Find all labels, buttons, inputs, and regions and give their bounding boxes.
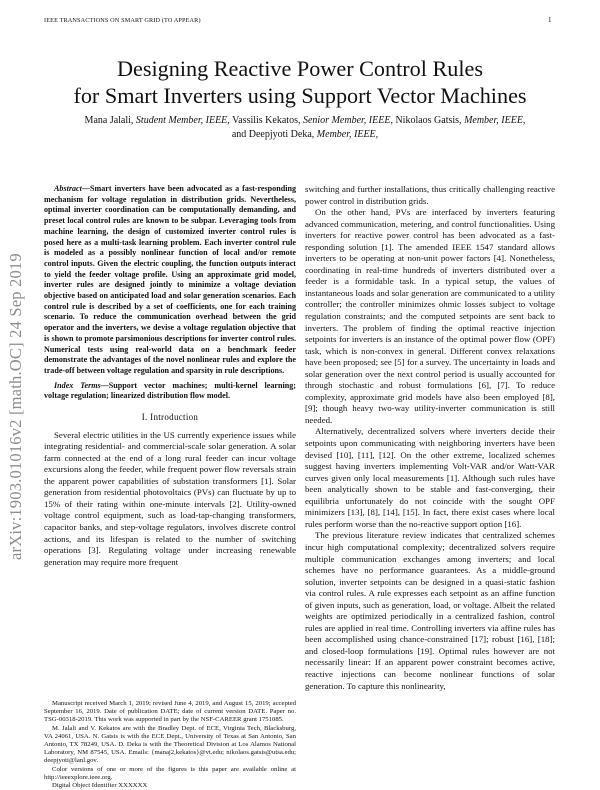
paper-title <box>0 56 600 109</box>
section-heading: I. Introduction <box>141 412 199 423</box>
title-line-1: Designing Reactive Power Control Rules <box>116 56 484 81</box>
body-paragraph: On the other hand, PVs are interfaced by inverters featuring advanced communication, metering, and control functionalities. Using inverters for reactive power control has been advocated as a fast-responding solution [1]. The amended IEEE 1547 standard allows inverters to be operating at non-unit power factors [4]. Nonetheless, coordinating in real-time hundreds of inverters distributed over a feeder is a formidable task. In a typical setup, the values of instantaneous loads and solar generation are communicated to a utility controller; the controller minimizes ohmic losses subject to voltage regulation constraints; and the computed setpoints are sent back to inverters. The problem of finding the optimal reactive injection setpoints for inverters is an instance of the optimal power flow (OPF) task, which is non-convex in general. Different convex relaxations have been proposed; see [5] for a survey. The uncertainty in loads and solar generation over the next control period is usually accounted for through stochastic and robust formulations [6], [7]. To reduce complexity, approximate grid models have also been employed [8], [9]; though heavy two-way utility-inverter communication is still needed. <box>305 207 555 425</box>
abstract-text: —Smart inverters have been advocated as a fast-responding mechanism for voltage regulation in distribution grids. Nevertheless, optimal inverter coordination can be computationally demanding, and preset local control rules are known to be subpar. Leveraging tools from machine learning, the design of customized inverter control rules is posed here as a multi-task learning problem. Each inverter control rule is modeled as a possibly nonlinear function of local and/or remote control inputs. Given the electric coupling, the function outputs interact to yield the feeder voltage profile. Using an approximate grid model, inverter rules are designed jointly to minimize a voltage deviation objective based on anticipated load and solar generation scenarios. Each control rule is described by a set of coefficients, one for each training scenario. To reduce the communication overhead between the grid operator and the inverters, we devise a voltage regulation objective that is shown to promote parsimonious descriptions for inverter control rules. Numerical tests using real-world data on a benchmark feeder demonstrate the advantages of the novel nonlinear rules and explore the trade-off between voltage regulation and sparsity in rule descriptions. <box>44 184 296 375</box>
footnote-doi: Digital Object Identifier XXXXXX <box>52 782 148 790</box>
author-membership: Member, IEEE, <box>316 128 379 140</box>
abstract <box>44 184 296 377</box>
author-name: Vassilis Kekatos, <box>232 115 301 126</box>
title-line-2: for Smart Inverters using Support Vector Machines <box>73 82 527 108</box>
page-number: 1 <box>548 16 552 24</box>
body-paragraph: The previous literature review indicates that centralized schemes incur high computational complexity; decentralized solvers require multiple communication exchanges among inverters; and local schemes have no performance guarantees. As a middle-ground solution, inverter setpoints can be designed in a quasi-static fashion via control rules. A rule expresses each setpoint as an affine function of given inputs, such as generation, load, or voltage. Albeit the related weights are optimized periodically in a centralized fashion, control rules are applied in real time. Controlling inverters via affine rules has been accomplished using chance-constrained [17]; robust [16], [18]; and closed-loop formulations [19]. Optimal rules however are not necessarily linear: If an apparent power constraint becomes active, reactive injections can become nonlinear functions of solar generation. To capture this nonlinearity, <box>305 530 555 691</box>
body-paragraph: Alternatively, decentralized solvers where inverters decide their setpoints upon communicating with neighboring inverters have been devised [10], [11], [12]. On the other extreme, localized schemes suggest having inverters implementing Volt-VAR and/or Watt-VAR curves given only local measurements [1]. Although such rules have been analytically shown to be stable and fast-converging, their equilibria unfortunately do not coincide with the sought OPF minimizers [13], [8], [14], [15]. In fact, there exist cases where local rules perform worse than the no-reactive support option [16]. <box>305 426 555 529</box>
author-membership: Member, IEEE, <box>464 115 526 126</box>
index-terms <box>44 381 296 402</box>
author-membership: Senior Member, IEEE, <box>302 115 393 126</box>
intro-paragraph: Several electric utilities in the US currently experience issues while integrating residential- and commercial-scale solar generation. A solar farm connected at the end of a long rural feeder can incur voltage excursions along the feeder, while frequent power flow reversals strain the apparent power capabilities of substation transformers [1]. Solar generation from residential photovoltaics (PVs) can fluctuate by up to 15% of their rating within one-minute intervals [2]. Utility-owned voltage control equipment, such as load-tap-changing transformers, capacitor banks, and step-voltage regulators, involves discrete control actions, and its lifespan is related to the number of switching operations [3]. Regulating voltage under increasing renewable generation may require more frequent <box>44 429 296 567</box>
index-terms-text: —Support vector machines; multi-kernel learning; voltage regulation; linearized distribution flow model. <box>44 380 296 401</box>
body-paragraph: switching and further installations, thus critically challenging reactive power control in distribution grids. <box>305 184 555 206</box>
author-membership: Student Member, IEEE, <box>135 115 230 126</box>
footnotes <box>44 700 296 790</box>
journal-header: IEEE TRANSACTIONS ON SMART GRID (TO APPEAR) <box>44 17 201 24</box>
footnote-affiliations: M. Jalali and V. Kekatos are with the Bradley Dept. of ECE, Virginia Tech, Blacksburg, VA 24061, USA. N. Gatsis is with the ECE Dept., University of Texas at San Antonio, San Antonio, TX 78249, USA. D. Deka is with the Theoretical Division at Los Alamos National Laboratory, NM 87545, USA. Emails: {manaj2,kekatos}@vt.edu; nikolaos.gatsis@utsa.edu; deepjyoti@lanl.gov. <box>44 724 296 765</box>
author-name: Mana Jalali, <box>84 115 134 126</box>
author-list <box>60 114 550 142</box>
author-name: and Deepjyoti Deka, <box>231 128 315 140</box>
author-name: Nikolaos Gatsis, <box>395 115 462 126</box>
left-column <box>44 184 296 568</box>
arxiv-stamp: arXiv:1903.01016v2 [math.OC] 24 Sep 2019 <box>6 253 25 560</box>
right-column <box>305 184 555 692</box>
index-terms-lead: Index Terms <box>54 380 101 390</box>
footnote-color: Color versions of one or more of the figures is this paper are available online at http://ieeexplore.ieee.org. <box>44 765 296 781</box>
footnote-manuscript: Manuscript received March 1, 2019; revised June 4, 2019, and August 15, 2019; accepted September 16, 2019. Date of publication DATE; date of current version DATE. Paper no. TSG-00318-2019. This work was supported in part by the NSF-CAREER grant 1751085. <box>44 700 296 724</box>
abstract-lead: Abstract <box>54 184 82 193</box>
